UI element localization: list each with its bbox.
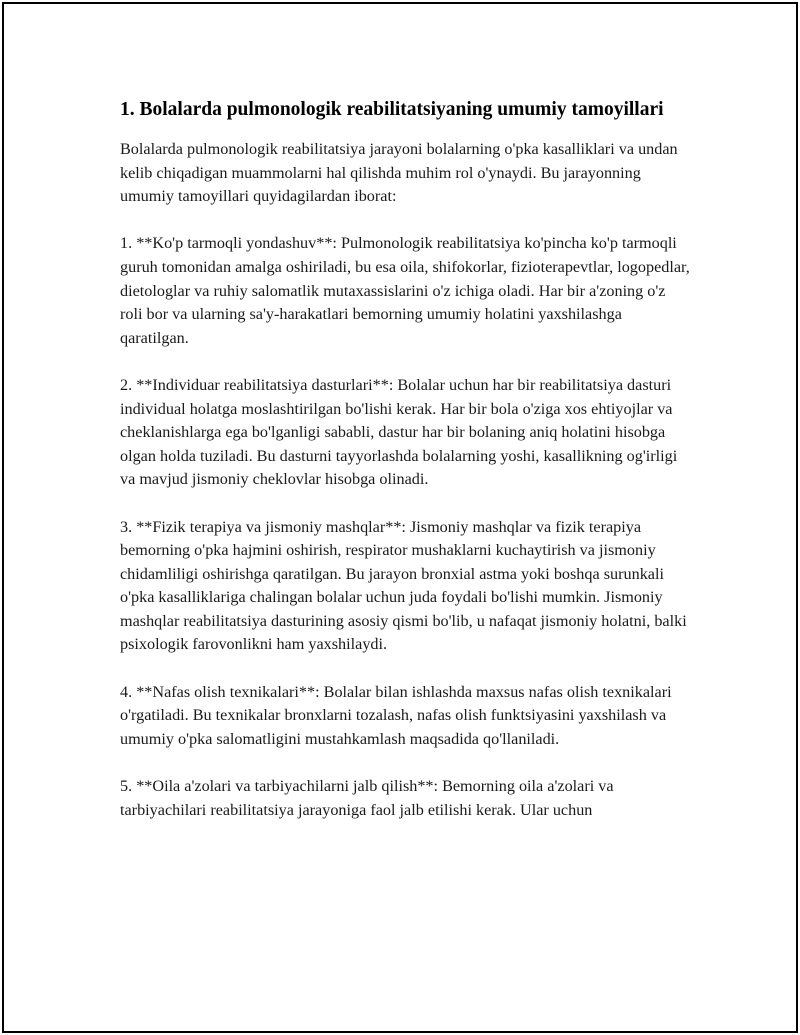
document-page (2, 2, 798, 1033)
principle-3-paragraph: 3. **Fizik terapiya va jismoniy mashqlar**: Jismoniy mashqlar va fizik terapiya bemorning o'pka hajmini oshirish, respirator mushaklarni kuchaytirish va jismoniy chidamliligi oshirishga qaratilgan. Bu jarayon bronxial astma yoki boshqa surunkali o'pka kasalliklariga chalingan bolalar uchun juda foydali bo'lishi mumkin. Jismoniy mashqlar reabilitatsiya dasturining asosiy qismi bo'lib, u nafaqat jismoniy holatni, balki psixologik farovonlikni ham yaxshilaydi. (120, 517, 687, 654)
principle-5-paragraph: 5. **Oila a'zolari va tarbiyachilarni jalb qilish**: Bemorning oila a'zolari va tarbiyachilari reabilitatsiya jarayoniga faol jalb etilishi kerak. Ular uchun (120, 777, 614, 819)
principle-1-paragraph: 1. **Ko'p tarmoqli yondashuv**: Pulmonologik reabilitatsiya ko'pincha ko'p tarmoqli guruh tomonidan amalga oshiriladi, bu esa oila, shifokorlar, fizioterapevtlar, logopedlar, dietologlar va ruhiy salomatlik mutaxassislarini o'z ichiga oladi. Har bir a'zoning o'z roli bor va ularning sa'y-harakatlari bemorning umumiy holatini yaxshilashga qaratilgan. (120, 234, 690, 347)
principle-4-paragraph: 4. **Nafas olish texnikalari**: Bolalar bilan ishlashda maxsus nafas olish texnikalari o'rgatiladi. Bu texnikalar bronxlarni tozalash, nafas olish funktsiyasini yaxshilash va umumiy o'pka salomatligini mustahkamlash maqsadida qo'llaniladi. (120, 682, 672, 748)
principle-2-paragraph: 2. **Individuar reabilitatsiya dasturlari**: Bolalar uchun har bir reabilitatsiya dasturi individual holatga moslashtirilgan bo'lishi kerak. Har bir bola o'ziga xos ehtiyojlar va cheklanishlarga ega bo'lganligi sababli, dastur har bir bolaning aniq holatini hisobga olgan holda tuziladi. Bu dasturni tayyorlashda bolalarning yoshi, kasallikning og'irligi va mavjud jismoniy cheklovlar hisobga olinadi. (120, 375, 678, 489)
document-body (120, 96, 690, 846)
section-heading: 1. Bolalarda pulmonologik reabilitatsiyaning umumiy tamoyillari (120, 99, 664, 120)
intro-paragraph: Bolalarda pulmonologik reabilitatsiya jarayoni bolalarning o'pka kasalliklari va undan kelib chiqadigan muammolarni hal qilishda muhim rol o'ynaydi. Bu jarayonning umumiy tamoyillari quyidagilardan iborat: (120, 140, 678, 206)
